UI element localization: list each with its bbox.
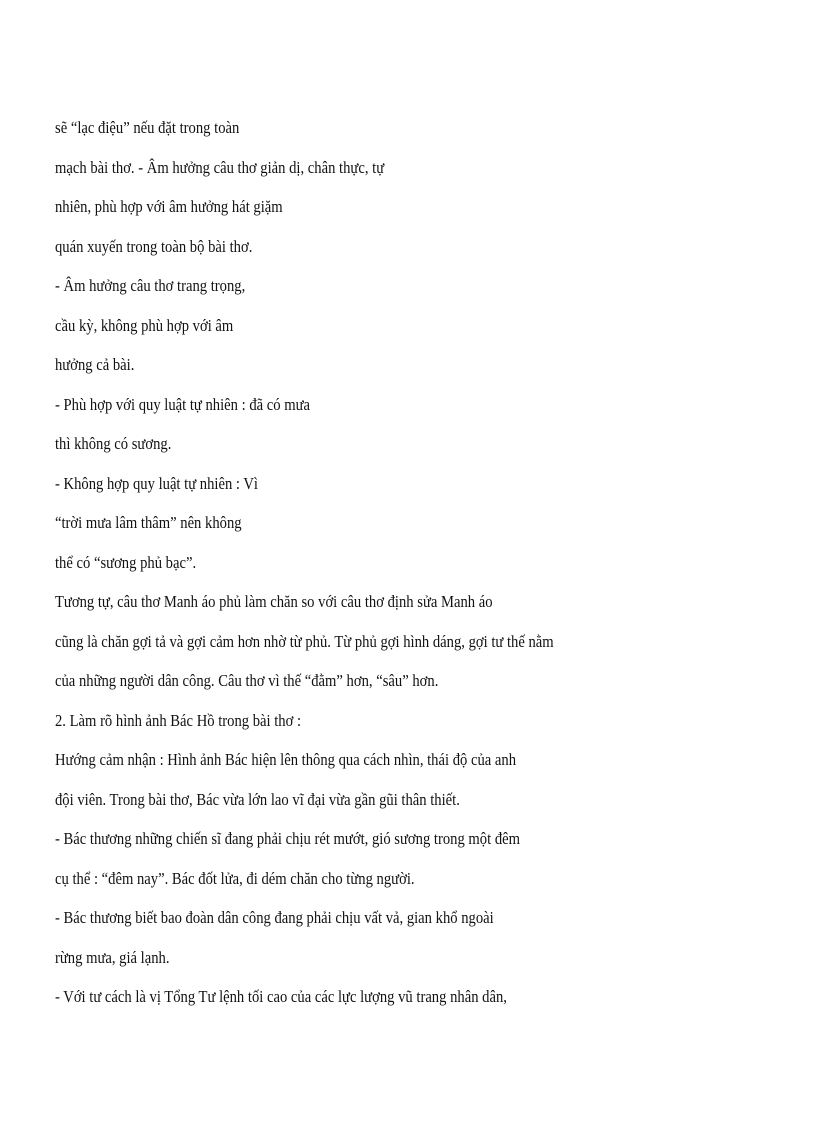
text-line: - Bác thương biết bao đoàn dân công đang phải chịu vất vả, gian khổ ngoài [55,908,494,927]
text-line: thì không có sương. [55,434,172,453]
text-line: - Với tư cách là vị Tổng Tư lệnh tối cao của các lực lượng vũ trang nhân dân, [55,987,507,1006]
text-line: - Âm hưởng câu thơ trang trọng, [55,276,246,295]
text-line: “trời mưa lâm thâm” nên không [55,513,242,532]
text-line: mạch bài thơ. - Âm hưởng câu thơ giản dị, chân thực, tự [55,157,385,177]
text-line: Hướng cảm nhận : Hình ảnh Bác hiện lên thông qua cách nhìn, thái độ của anh [55,750,517,769]
text-line: hưởng cả bài. [55,355,135,374]
text-line: - Không hợp quy luật tự nhiên : Vì [55,473,259,493]
text-line: của những người dân công. Câu thơ vì thế “đằm” hơn, “sâu” hơn. [55,671,439,690]
text-line: quán xuyến trong toàn bộ bài thơ. [55,236,253,256]
section-heading: 2. Làm rõ hình ảnh Bác Hồ trong bài thơ : [55,710,302,730]
text-line: rừng mưa, giá lạnh. [55,947,170,967]
text-line: thể có “sương phủ bạc”. [55,552,197,572]
text-line: sẽ “lạc điệu” nếu đặt trong toàn [55,118,240,137]
text-line: - Bác thương những chiến sĩ đang phải chịu rét mướt, gió sương trong một đêm [55,829,521,848]
text-line: cầu kỳ, không phù hợp với âm [55,315,234,335]
text-line: nhiên, phù hợp với âm hưởng hát giặm [55,197,283,216]
text-line: đội viên. Trong bài thơ, Bác vừa lớn lao vĩ đại vừa gần gũi thân thiết. [55,789,460,809]
document-body [55,108,775,1017]
text-line: Tương tự, câu thơ Manh áo phủ làm chăn so với câu thơ định sửa Manh áo [55,592,493,611]
text-line: cụ thể : “đêm nay”. Bác đốt lửa, đi dém chăn cho từng người. [55,868,415,888]
text-line: cũng là chăn gợi tả và gợi cảm hơn nhờ từ phủ. Từ phủ gợi hình dáng, gợi tư thế nằm [55,631,554,651]
text-line: - Phù hợp với quy luật tự nhiên : đã có mưa [55,394,311,414]
